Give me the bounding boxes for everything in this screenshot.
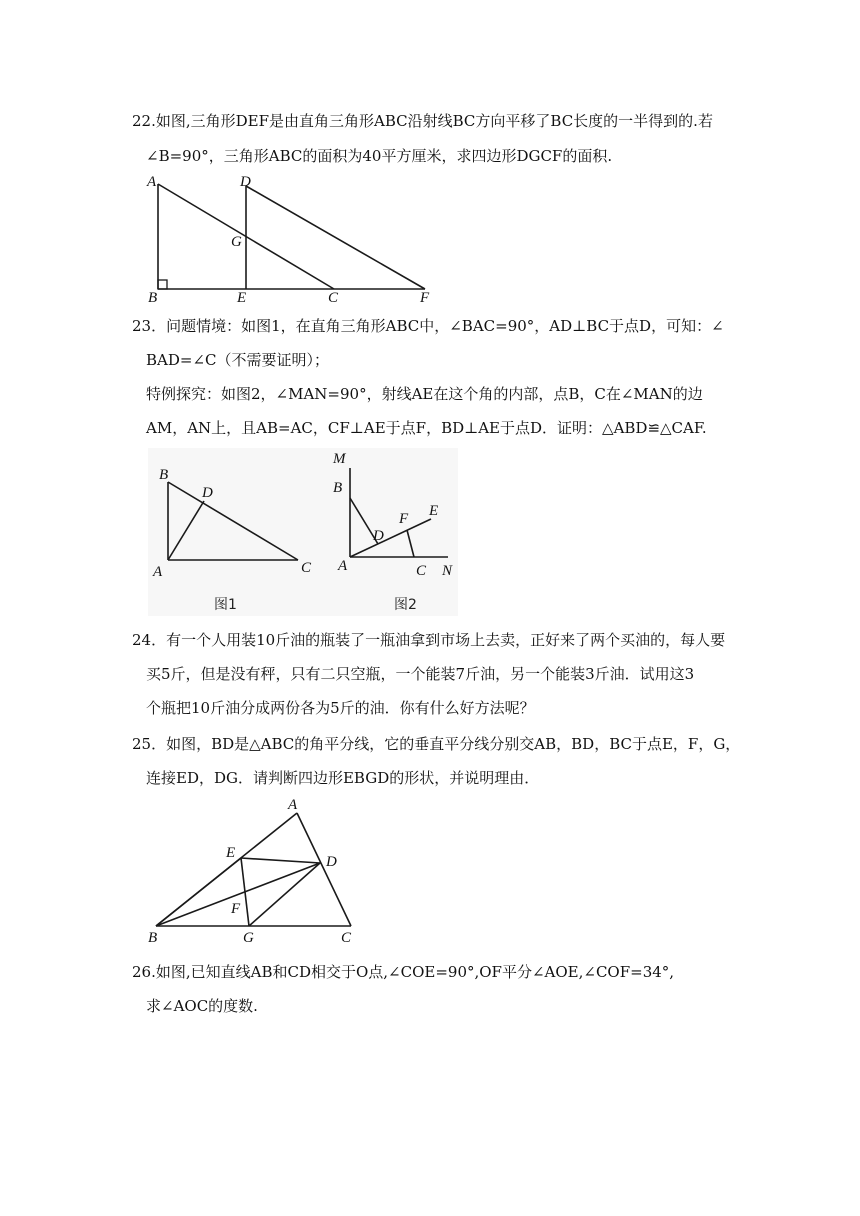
p25-line-1: 25．如图，BD是△ABC的角平分线，它的垂直平分线分别交AB，BD，BC于点E，F，G， — [132, 735, 741, 753]
p23-line-3: 特例探究：如图2，∠MAN=90°，射线AE在这个角的内部，点B，C在∠MAN的边 — [146, 385, 703, 403]
p23-line-4: AM，AN上，且AB=AC，CF⊥AE于点F，BD⊥AE于点D．证明：△ABD≌△CAF. — [146, 419, 707, 437]
fig1-label-a: A — [153, 564, 163, 580]
p24-line-2: 买5斤，但是没有秤，只有二只空瓶，一个能装7斤油，另一个能装3斤油．试用这3 — [146, 665, 695, 683]
p22-label-d: D — [240, 174, 251, 190]
p23-figures — [148, 448, 458, 616]
p22-figure — [140, 172, 450, 304]
p22-line-2: ∠B=90°，三角形ABC的面积为40平方厘米，求四边形DGCF的面积. — [146, 147, 613, 165]
p22-label-g: G — [231, 234, 242, 250]
p25-figure-lines — [156, 813, 351, 926]
p25-label-b: B — [148, 930, 158, 946]
right-angle-marker — [158, 280, 167, 289]
fig2-label-e: E — [429, 503, 439, 519]
fig1-label-c: C — [301, 560, 312, 576]
p22-label-e: E — [237, 290, 247, 304]
p25-label-c: C — [341, 930, 352, 946]
p24-line-1: 24．有一个人用装10斤油的瓶装了一瓶油拿到市场上去卖，正好来了两个买油的，每人要 — [132, 631, 726, 649]
p25-label-d: D — [326, 854, 337, 870]
fig2-label-a: A — [338, 558, 348, 574]
p25-figure — [142, 796, 362, 948]
p26-line-1: 26.如图,已知直线AB和CD相交于O点,∠COE=90°,OF平分∠AOE,∠COF=34°, — [132, 963, 675, 981]
fig1-caption: 图1 — [214, 597, 237, 613]
p22-label-f: F — [420, 290, 430, 304]
p22-label-b: B — [148, 290, 158, 304]
fig2-label-n: N — [442, 563, 453, 579]
fig2-label-d: D — [373, 528, 384, 544]
fig2-label-f: F — [399, 511, 409, 527]
p22-figure-lines — [158, 184, 425, 289]
p25-label-g: G — [243, 930, 254, 946]
fig2-label-b: B — [333, 480, 343, 496]
p25-label-a: A — [288, 797, 298, 813]
fig2-caption: 图2 — [394, 597, 417, 613]
fig1-label-b: B — [159, 467, 169, 483]
p22-label-a: A — [147, 174, 157, 190]
p25-line-2: 连接ED，DG．请判断四边形EBGD的形状，并说明理由． — [146, 769, 540, 787]
p22-line-1: 22.如图,三角形DEF是由直角三角形ABC沿射线BC方向平移了BC长度的一半得到的.若 — [132, 112, 713, 130]
p25-label-f: F — [231, 901, 241, 917]
p26-line-2: 求∠AOC的度数. — [146, 997, 258, 1015]
p22-label-c: C — [328, 290, 339, 304]
p25-label-e: E — [226, 845, 236, 861]
p23-line-1: 23．问题情境：如图1，在直角三角形ABC中，∠BAC=90°，AD⊥BC于点D，可知：∠ — [132, 317, 724, 335]
fig1-label-d: D — [202, 485, 213, 501]
fig2-label-c: C — [416, 563, 427, 579]
p24-line-3: 个瓶把10斤油分成两份各为5斤的油．你有什么好方法呢？ — [146, 699, 535, 717]
p23-line-2: BAD=∠C（不需要证明）； — [146, 351, 329, 369]
fig2-label-m: M — [333, 451, 346, 467]
